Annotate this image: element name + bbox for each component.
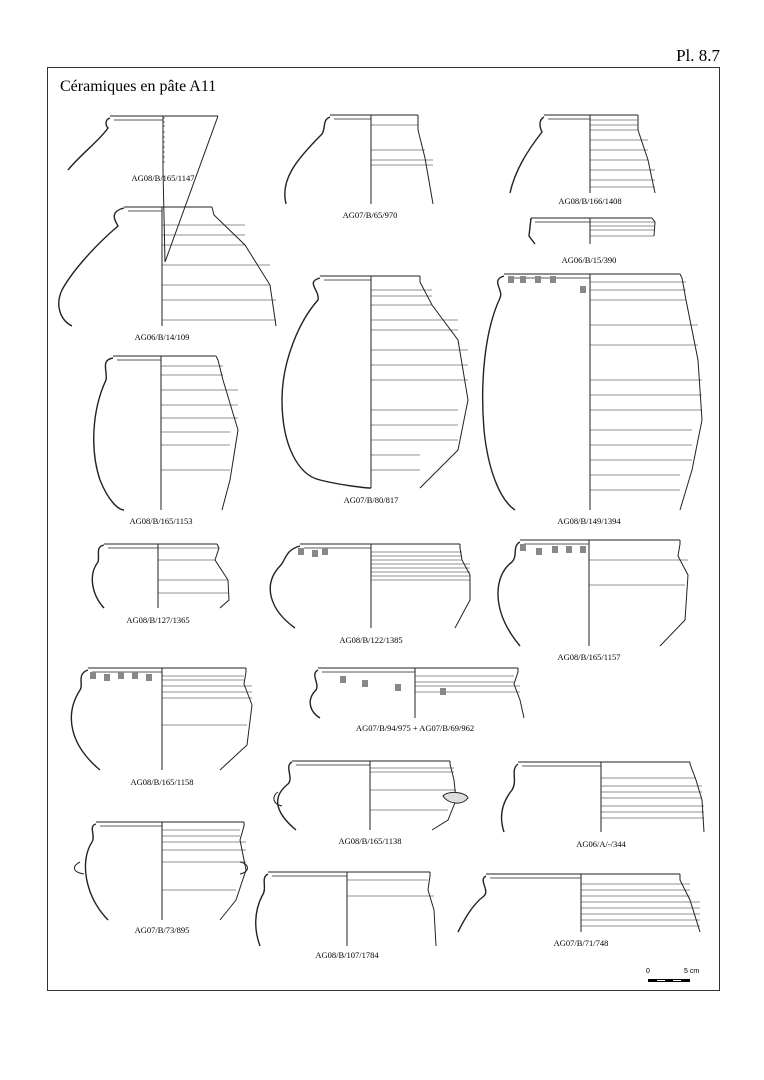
inclusion-mark: [508, 276, 514, 283]
vessel-profile: [282, 278, 371, 488]
sherd-label: AG08/B/166/1408: [558, 196, 622, 206]
scale-start-label: 0: [646, 968, 650, 975]
inclusion-mark: [580, 546, 586, 553]
vessel-profile: [458, 876, 486, 932]
sherd-label: AG07/B/65/970: [342, 210, 398, 220]
vessel-profile: [59, 208, 124, 326]
lug-handle: [240, 862, 248, 874]
inclusion-mark: [340, 676, 346, 683]
plate-title: Céramiques en pâte A11: [60, 78, 217, 95]
vessel-exterior: [680, 274, 702, 510]
vessel-exterior: [215, 544, 229, 608]
sherd-label: AG08/B/165/1138: [338, 836, 402, 846]
inclusion-mark: [322, 548, 328, 555]
vessel-exterior: [638, 115, 655, 193]
vessel-exterior: [428, 872, 436, 946]
inclusion-mark: [550, 276, 556, 283]
vessel-profile: [278, 762, 296, 830]
sherd-label: AG08/B/149/1394: [557, 516, 621, 526]
vessel-exterior: [418, 115, 433, 204]
vessel-profile: [94, 358, 124, 510]
sherd-label: AG08/B/127/1365: [126, 615, 190, 625]
sherd-label: AG07/B/80/817: [343, 495, 399, 505]
vessel-profile: [71, 670, 100, 770]
inclusion-mark: [362, 680, 368, 687]
sherd-label: AG08/B/165/1158: [130, 777, 194, 787]
lug-handle: [74, 862, 84, 874]
vessel-profile: [502, 764, 518, 832]
vessel-profile: [68, 118, 110, 170]
inclusion-mark: [580, 286, 586, 293]
sherd-label: AG08/B/107/1784: [315, 950, 379, 960]
vessel-profile: [85, 824, 108, 920]
vessel-profile: [92, 545, 104, 608]
inclusion-mark: [104, 674, 110, 681]
inclusion-mark: [440, 688, 446, 695]
vessel-exterior: [420, 276, 468, 488]
vessel-profile: [285, 117, 330, 204]
vessel-exterior: [514, 668, 524, 718]
sherd-label: AG08/B/165/1153: [129, 516, 193, 526]
sherd-label: AG07/B/71/748: [553, 938, 609, 948]
sherd-label: AG08/B/122/1385: [339, 635, 403, 645]
sherd-label: AG08/B/165/1147: [131, 173, 195, 183]
inclusion-mark: [552, 546, 558, 553]
vessel-exterior: [455, 544, 470, 628]
plate-number: Pl. 8.7: [676, 46, 720, 65]
vessel-profile: [529, 218, 535, 244]
inclusion-mark: [132, 672, 138, 679]
inclusion-mark: [520, 276, 526, 283]
vessel-profile: [510, 117, 544, 193]
inclusion-mark: [312, 550, 318, 557]
inclusion-mark: [535, 276, 541, 283]
vessel-exterior: [690, 762, 704, 832]
inclusion-mark: [90, 672, 96, 679]
vessel-exterior: [220, 668, 252, 770]
inclusion-mark: [520, 544, 526, 551]
sherd-label: AG06/B/14/109: [134, 332, 190, 342]
inclusion-mark: [536, 548, 542, 555]
inclusion-mark: [395, 684, 401, 691]
scale-end-label: 5 cm: [684, 968, 700, 975]
sherd-label: AG06/B/15/390: [561, 255, 617, 265]
vessel-exterior: [216, 356, 238, 510]
inclusion-mark: [566, 546, 572, 553]
sherd-label: AG07/B/73/895: [134, 925, 190, 935]
vessel-exterior: [660, 540, 688, 646]
sherd-label: AG06/A/-/344: [576, 839, 626, 849]
inclusion-mark: [118, 672, 124, 679]
lug-handle: [443, 792, 468, 803]
vessel-profile: [310, 670, 320, 718]
scale-bar: [646, 968, 700, 988]
vessel-profile: [256, 874, 268, 946]
inclusion-mark: [298, 548, 304, 555]
vessel-exterior: [652, 218, 655, 236]
scale-line: [648, 979, 690, 982]
vessel-profile: [498, 542, 520, 646]
sherd-label: AG07/B/94/975 + AG07/B/69/962: [355, 723, 475, 733]
vessel-exterior: [220, 822, 246, 920]
vessel-exterior: [680, 874, 700, 932]
vessel-profile: [483, 276, 515, 510]
vessel-exterior: [163, 116, 218, 262]
inclusion-mark: [146, 674, 152, 681]
sherd-label: AG08/B/165/1157: [557, 652, 621, 662]
vessel-profile: [270, 546, 300, 628]
